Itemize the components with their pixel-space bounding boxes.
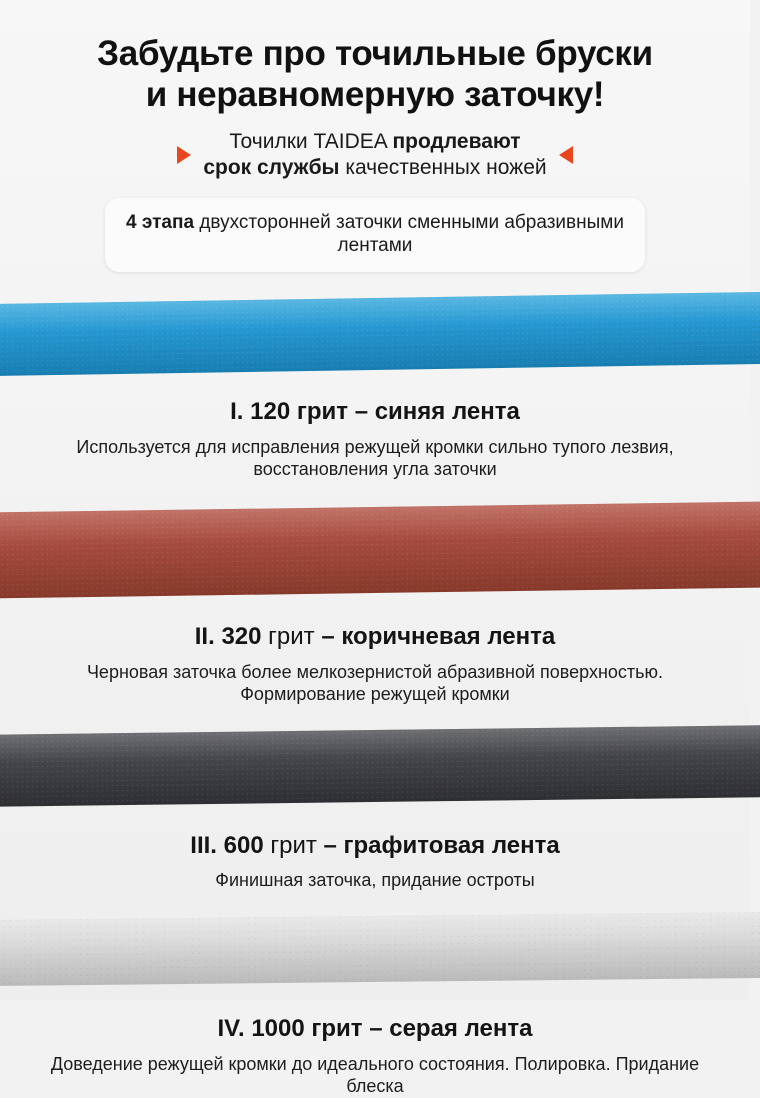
belt-grain-texture: [0, 912, 760, 986]
stage-2-title-grit: грит: [268, 622, 315, 650]
stages-badge-text: двухсторонней заточки сменными абразивными лентами: [194, 211, 624, 256]
stage-3-title: [36, 832, 714, 861]
triangle-left-icon: [559, 146, 573, 164]
stage-3-description: Финишная заточка, придание остроты: [215, 870, 535, 891]
subheadline-bold-2: срок службы: [203, 156, 340, 180]
belt-grain-texture: [0, 292, 760, 376]
stage-2-block: [0, 623, 750, 706]
stage-4-title: IV. 1000 грит – серая лента: [217, 1014, 533, 1042]
brown-belt: [0, 501, 760, 598]
belt-grain-texture: [0, 501, 760, 598]
stages-badge-count: 4 этапа: [126, 211, 195, 233]
gray-belt-strip: [0, 916, 750, 982]
stage-1-block: [0, 398, 750, 481]
stage-1-description: Используется для исправления режущей кромки сильно тупого лезвия, восстановления угла заточки: [76, 436, 674, 480]
header: [0, 0, 750, 272]
stage-2-title-part-1: II. 320: [194, 622, 269, 650]
subheadline-part-2: качественных ножей: [339, 156, 547, 180]
subheadline-row: [24, 129, 726, 182]
headline-line-1: Забудьте про точильные бруски: [97, 34, 653, 73]
blue-belt-strip: [0, 298, 750, 370]
stage-4-description: Доведение режущей кромки до идеального состояния. Полировка. Придание блеска: [50, 1053, 700, 1097]
triangle-right-icon: [177, 146, 191, 164]
graphite-belt-strip: [0, 730, 750, 802]
headline-line-2: и неравномерную заточку!: [145, 74, 605, 114]
stage-3-title-grit: грит: [270, 831, 317, 859]
stage-2-title-part-2: – коричневая лента: [314, 622, 556, 650]
subheadline: [203, 129, 546, 182]
stage-2-title: [36, 623, 714, 652]
belt-grain-texture: [0, 725, 760, 806]
stage-3-title-part-1: III. 600: [190, 831, 271, 859]
subheadline-bold-1: продлевают: [392, 130, 521, 154]
stage-3-block: [0, 832, 750, 892]
brown-belt-strip: [0, 507, 750, 593]
stage-2-description: Черновая заточка более мелкозернистой абразивной поверхностью. Формирование режущей кромки: [86, 661, 664, 705]
graphite-belt: [0, 725, 760, 806]
stage-4-block: [0, 1015, 750, 1098]
stage-1-title: I. 120 грит – синяя лента: [230, 398, 520, 426]
gray-belt: [0, 912, 760, 986]
subheadline-part-1: Точилки TAIDEA: [229, 130, 393, 154]
stages-badge: [105, 198, 645, 272]
blue-belt: [0, 292, 760, 376]
page-title: [24, 34, 726, 115]
stage-3-title-part-2: – графитовая лента: [316, 831, 560, 859]
